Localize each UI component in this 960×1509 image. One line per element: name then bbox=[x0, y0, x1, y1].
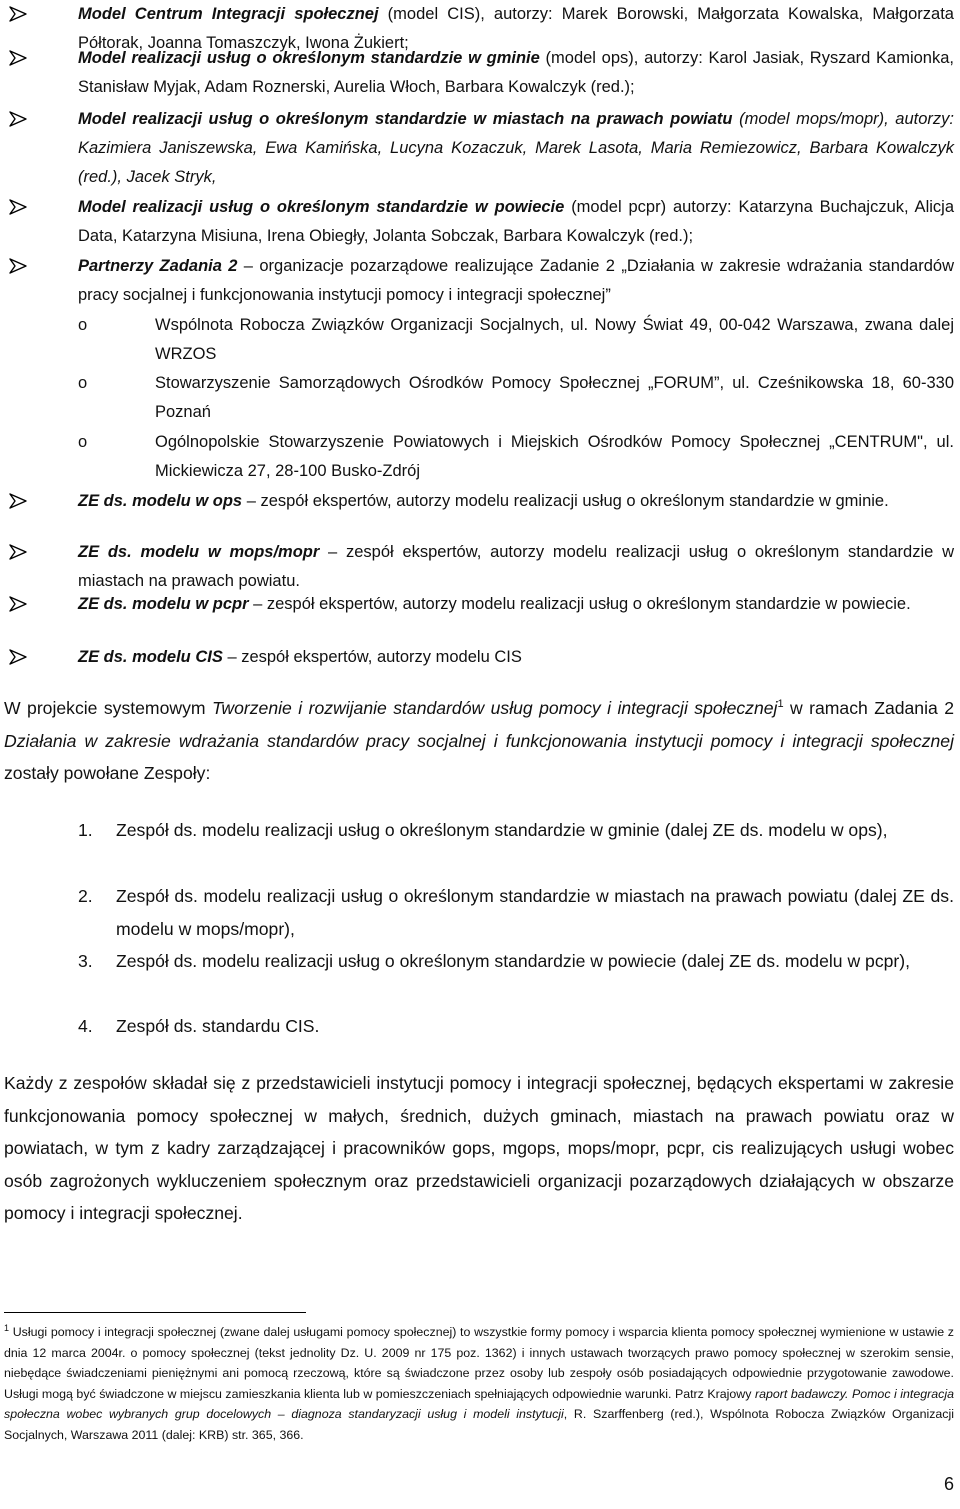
bullet-item-team-cis bbox=[78, 643, 954, 672]
bullet-title: ZE ds. modelu w pcpr bbox=[78, 595, 249, 613]
intro-text: zostały powołane Zespoły: bbox=[4, 763, 211, 784]
footnote-text: , R. Szarffenberg (red.), Wspólnota Robocza Związków Organizacji Socjalnych, Warszawa 2011 (dalej: KRB) str. 365, 366. bbox=[4, 1407, 954, 1442]
intro-text: W projekcie systemowym bbox=[4, 698, 212, 718]
bullet-title: Model realizacji usług o określonym standardzie w gminie bbox=[78, 49, 540, 67]
list-item-4 bbox=[78, 1010, 954, 1043]
footnote-separator bbox=[4, 1312, 306, 1313]
arrowhead-bullet-icon bbox=[9, 6, 27, 22]
bullet-text: (model CIS), autorzy: Marek Borowski, Małgorzata Kowalska, Małgorzata Półtorak, Joanna Tomaszczyk, Iwona Żukiert; bbox=[78, 5, 954, 52]
arrowhead-bullet-icon bbox=[9, 50, 27, 66]
bullet-text: (model mops/mopr), autorzy: Kazimiera Janiszewska, Ewa Kamińska, Lucyna Kozaczuk, Marek Lasota, Maria Remiezowicz, Barbara Kowalczyk (red.), Jacek Stryk, bbox=[78, 110, 954, 186]
list-text: Zespół ds. modelu realizacji usług o określonym standardzie w powiecie (dalej ZE ds. modelu w pcpr), bbox=[116, 951, 911, 971]
intro-text: w ramach Zadania 2 bbox=[783, 698, 955, 718]
list-text: Zespół ds. modelu realizacji usług o określonym standardzie w miastach na prawach powiatu (dalej ZE ds. modelu w mops/mopr), bbox=[116, 886, 954, 939]
arrowhead-bullet-icon bbox=[9, 111, 27, 127]
partner-item-centrum bbox=[78, 428, 954, 486]
list-number: 2. bbox=[78, 886, 93, 906]
partner-text: Ogólnopolskie Stowarzyszenie Powiatowych i Miejskich Ośrodków Pomocy Społecznej „CENTRUM", ul. Mickiewicza 27, 28-100 Busko-Zdrój bbox=[155, 433, 954, 480]
bullet-item-team-mops bbox=[78, 538, 954, 596]
bullet-text: – organizacje pozarządowe realizujące Zadanie 2 „Działania w zakresie wdrażania standardów pracy socjalnej i funkcjonowania instytucji pomocy i integracji społecznej” bbox=[78, 257, 954, 304]
sub-bullet-marker: o bbox=[78, 433, 88, 451]
arrowhead-bullet-icon bbox=[9, 544, 27, 560]
arrowhead-bullet-icon bbox=[9, 258, 27, 274]
bullet-item-model-ops bbox=[78, 44, 954, 102]
partner-item-wrzos bbox=[78, 311, 954, 369]
bullet-text: (model ops), autorzy: Karol Jasiak, Ryszard Kamionka, Stanisław Myjak, Adam Roznerski, Aurelia Włoch, Barbara Kowalczyk (red.); bbox=[78, 49, 954, 96]
list-text: Zespół ds. standardu CIS. bbox=[116, 1016, 320, 1036]
arrowhead-bullet-icon bbox=[9, 596, 27, 612]
bullet-item-team-pcpr bbox=[78, 590, 954, 619]
footnote-marker: 1 bbox=[4, 1322, 10, 1333]
list-text: Zespół ds. modelu realizacji usług o określonym standardzie w gminie (dalej ZE ds. modelu w ops), bbox=[116, 820, 888, 840]
bullet-title: Model realizacji usług o określonym standardzie w powiecie bbox=[78, 198, 565, 216]
arrowhead-bullet-icon bbox=[9, 649, 27, 665]
bullet-item-team-ops bbox=[78, 487, 954, 516]
bullet-title: Model Centrum Integracji społecznej bbox=[78, 5, 379, 23]
sub-bullet-marker: o bbox=[78, 374, 88, 392]
list-number: 3. bbox=[78, 951, 93, 971]
task-title: Działania w zakresie wdrażania standardów pracy socjalnej i funkcjonowania instytucji pomocy i integracji społecznej bbox=[4, 730, 954, 751]
partner-item-forum bbox=[78, 369, 954, 427]
list-number: 1. bbox=[78, 820, 93, 840]
bullet-title: Model realizacji usług o określonym standardzie w miastach na prawach powiatu bbox=[78, 110, 733, 128]
bullet-title: ZE ds. modelu w ops bbox=[78, 492, 243, 510]
project-title: Tworzenie i rozwijanie standardów usług pomocy i integracji społecznej bbox=[211, 698, 778, 718]
bullet-title: Partnerzy Zadania 2 bbox=[78, 257, 238, 275]
bullet-text: – zespół ekspertów, autorzy modelu CIS bbox=[222, 648, 522, 666]
bullet-item-model-pcpr bbox=[78, 193, 954, 251]
footnote-text: Usługi pomocy i integracji społecznej (zwane dalej usługami pomocy społecznej) to wszystkie formy pomocy i wsparcia klienta pomocy społecznej wymienione w ustawie z dnia 12 marca 2004r. o pomocy społecznej (tekst jednolity Dz. U. 2009 nr 175 poz. 1362) i innych ustawach tworzących prawo pomocy społecznej w szerokim sensie, niebędące świadczeniami pieniężnymi ani pomocą rzeczową, które są świadczone przez osoby lub zespoły osób posiadających odpowiednie przygotowanie zawodowe. Usługi mogą być świadczone w miejscu zamieszkania klienta lub w pomieszczeniach spełniających odpowiednie warunki. Patrz Krajowy bbox=[4, 1325, 954, 1401]
footnote bbox=[4, 1322, 954, 1446]
partner-text: Wspólnota Robocza Związków Organizacji Socjalnych, ul. Nowy Świat 49, 00-042 Warszawa, zwana dalej WRZOS bbox=[155, 316, 954, 363]
list-number: 4. bbox=[78, 1016, 93, 1036]
bullet-title: ZE ds. modelu CIS bbox=[78, 648, 223, 666]
list-item-2 bbox=[78, 880, 954, 945]
bullet-text: (model pcpr) autorzy: Katarzyna Buchajczuk, Alicja Data, Katarzyna Misiuna, Irena Obiegły, Jolanta Sobczak, Barbara Kowalczyk (red.); bbox=[78, 198, 954, 245]
list-item-3 bbox=[78, 945, 954, 978]
bullet-item-model-mops bbox=[78, 105, 954, 192]
footnote-ref[interactable]: 1 bbox=[777, 698, 784, 711]
bullet-item-partners bbox=[78, 252, 954, 310]
bullet-text: – zespół ekspertów, autorzy modelu realizacji usług o określonym standardzie w gminie. bbox=[242, 492, 889, 510]
partner-text: Stowarzyszenie Samorządowych Ośrodków Pomocy Społecznej „FORUM”, ul. Cześnikowska 18, 60-330 Poznań bbox=[155, 374, 954, 421]
bullet-title: ZE ds. modelu w mops/mopr bbox=[78, 543, 320, 561]
arrowhead-bullet-icon bbox=[9, 199, 27, 215]
footnote-report-title: raport badawczy. Pomoc i integracja społeczna wobec wybranych grup docelowych – diagnoza standaryzacji usług i modeli instytucji bbox=[4, 1386, 954, 1422]
intro-paragraph bbox=[4, 692, 954, 790]
arrowhead-bullet-icon bbox=[9, 493, 27, 509]
bullet-text: – zespół ekspertów, autorzy modelu realizacji usług o określonym standardzie w powiecie. bbox=[248, 595, 911, 613]
bullet-text: – zespół ekspertów, autorzy modelu realizacji usług o określonym standardzie w miastach na prawach powiatu. bbox=[78, 543, 954, 590]
sub-bullet-marker: o bbox=[78, 316, 88, 334]
page-number: 6 bbox=[943, 1474, 954, 1494]
list-item-1 bbox=[78, 814, 954, 847]
closing-paragraph: Każdy z zespołów składał się z przedstawicieli instytucji pomocy i integracji społecznej, będących ekspertami w zakresie funkcjonowania pomocy społecznej w małych, średnich, dużych gminach, miastach na prawach powiatu oraz w powiatach, w tym z kadry zarządzającej i pracowników gops, mgops, mops/mopr, pcpr, cis realizujących usługi wobec osób zagrożonych wykluczeniem społecznym oraz przedstawicieli organizacji pozarządowych działających w obszarze pomocy i integracji społecznej. bbox=[4, 1073, 954, 1224]
